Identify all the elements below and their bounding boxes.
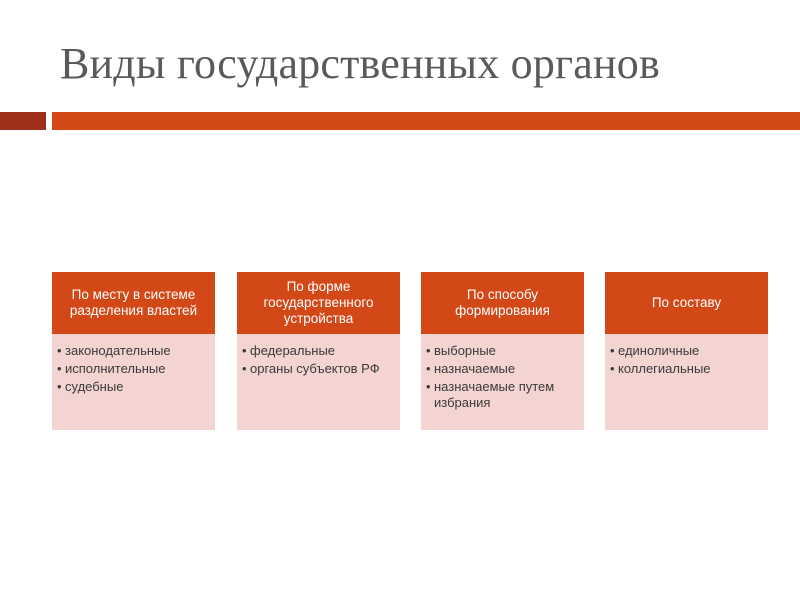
card-header-label: По способу формирования: [455, 287, 550, 318]
card-header: [421, 272, 584, 334]
list-item: • единоличные: [610, 343, 762, 359]
card-body: [52, 334, 215, 430]
list-item: • законодательные: [57, 343, 209, 359]
accent-bar-left: [0, 112, 46, 130]
card-header-label: По месту в системе разделения властей: [69, 287, 198, 318]
card-body: [605, 334, 768, 430]
card-list: [426, 343, 578, 411]
card-header-label: По составу: [651, 295, 722, 310]
accent-bar-right: [52, 112, 800, 130]
category-card-composition: [605, 272, 768, 430]
list-item: • федеральные: [242, 343, 394, 359]
list-item: • назначаемые: [426, 361, 578, 377]
card-header-label: По форме государственного устройства: [263, 279, 374, 326]
card-header: [237, 272, 400, 334]
list-item: • выборные: [426, 343, 578, 359]
category-card-location: [52, 272, 215, 430]
list-item: • назначаемые путем избрания: [426, 379, 578, 411]
card-list: [610, 343, 762, 377]
list-item: • судебные: [57, 379, 209, 395]
card-header: [52, 272, 215, 334]
list-item: • коллегиальные: [610, 361, 762, 377]
list-item: • органы субъектов РФ: [242, 361, 394, 377]
category-card-formation: [421, 272, 584, 430]
category-card-structure: [237, 272, 400, 430]
list-item: • исполнительные: [57, 361, 209, 377]
card-list: [57, 343, 209, 395]
card-list: [242, 343, 394, 377]
card-header: [605, 272, 768, 334]
card-body: [421, 334, 584, 430]
card-body: [237, 334, 400, 430]
slide-title: Виды государственных органов: [60, 39, 660, 88]
